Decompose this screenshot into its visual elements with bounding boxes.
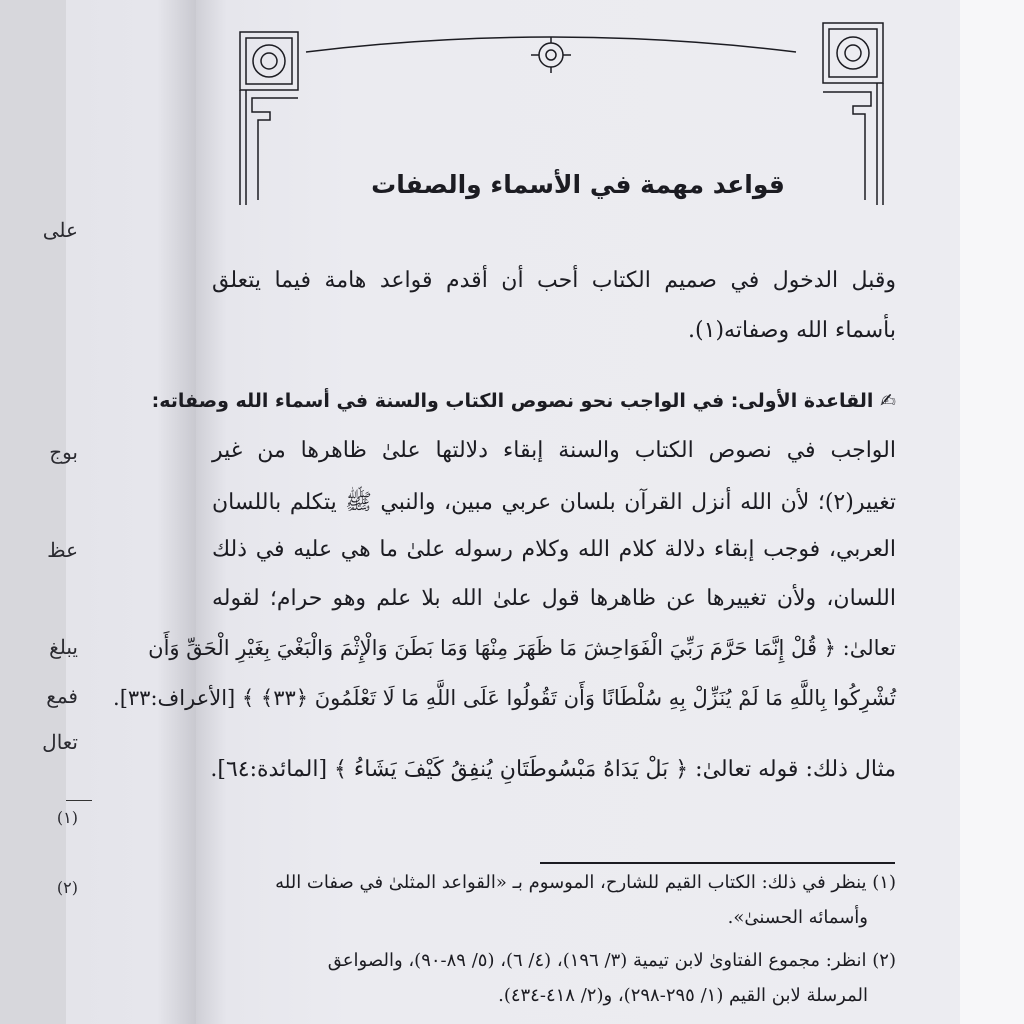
intro-line: بأسماء الله وصفاته(١). <box>688 318 896 343</box>
example-line: مثال ذلك: قوله تعالىٰ: ﴿ بَلْ يَدَاهُ مَبْسُوطَتَانِ يُنفِقُ كَيْفَ يَشَاءُ ﴾ [المائدة:٦٤]. <box>210 757 896 782</box>
quran-verse-line: تُشْرِكُوا بِاللَّهِ مَا لَمْ يُنَزِّلْ بِهِ سُلْطَانًا وَأَن تَقُولُوا عَلَى اللَّهِ مَا لَا تَعْلَمُونَ ﴿٣٣﴾ ﴾ [الأعراف:٣٣]. <box>113 686 896 710</box>
page-title: قواعد مهمة في الأسماء والصفات <box>371 170 785 199</box>
left-page-fragment: يبلغ <box>49 635 78 659</box>
footnote: (١) ينظر في ذلك: الكتاب القيم للشارح، الموسوم بـ «القواعد المثلىٰ في صفات الله <box>275 872 896 893</box>
right-page <box>113 0 960 1024</box>
intro-line: وقبل الدخول في صميم الكتاب أحب أن أقدم قواعد هامة فيما يتعلق <box>212 268 896 293</box>
pen-icon: ✍ <box>873 390 896 412</box>
left-page-fragment: عظ <box>47 538 78 562</box>
rule-heading-text: القاعدة الأولى: في الواجب نحو نصوص الكتاب والسنة في أسماء الله وصفاته: <box>151 390 874 412</box>
quran-verse-line: تعالىٰ: ﴿ قُلْ إِنَّمَا حَرَّمَ رَبِّيَ الْفَوَاحِشَ مَا ظَهَرَ مِنْهَا وَمَا بَطَنَ وَالْإِثْمَ وَالْبَغْيَ بِغَيْرِ الْحَقِّ وَأَن <box>148 636 896 660</box>
left-page-fragment: فمع <box>46 684 78 708</box>
body-line: تغيير(٢)؛ لأن الله أنزل القرآن بلسان عربي مبين، والنبي ﷺ يتكلم باللسان <box>212 490 896 515</box>
body-line: الواجب في نصوص الكتاب والسنة إبقاء دلالتها علىٰ ظاهرها من غير <box>212 438 896 463</box>
footnote: (٢) انظر: مجموع الفتاوىٰ لابن تيمية (٣/ ١٩٦)، (٤/ ٦)، (٥/ ٨٩-٩٠)، والصواعق <box>327 950 896 971</box>
left-page-fragment: (١) <box>56 808 78 827</box>
body-line: العربي، فوجب إبقاء دلالة كلام الله وكلام رسوله علىٰ ما هي عليه في ذلك <box>212 537 896 562</box>
background-left <box>0 0 66 1024</box>
left-page-fragment: بوج <box>49 440 78 464</box>
footnote-separator <box>540 862 895 864</box>
left-page-fragment: تعال <box>42 730 78 754</box>
footnote-separator <box>66 800 92 801</box>
rule-heading <box>151 390 896 412</box>
left-page-fragment: على <box>42 218 78 242</box>
footnote: وأسمائه الحسنىٰ». <box>727 907 868 928</box>
left-page-fragment: (٢) <box>56 878 78 897</box>
left-page <box>42 0 196 1024</box>
footnote: المرسلة لابن القيم (١/ ٢٩٥-٢٩٨)، و(٢/ ٤١٨-٤٣٤). <box>498 985 868 1006</box>
body-line: اللسان، ولأن تغييرها عن ظاهرها قول علىٰ الله بلا علم وهو حرام؛ لقوله <box>212 586 896 611</box>
